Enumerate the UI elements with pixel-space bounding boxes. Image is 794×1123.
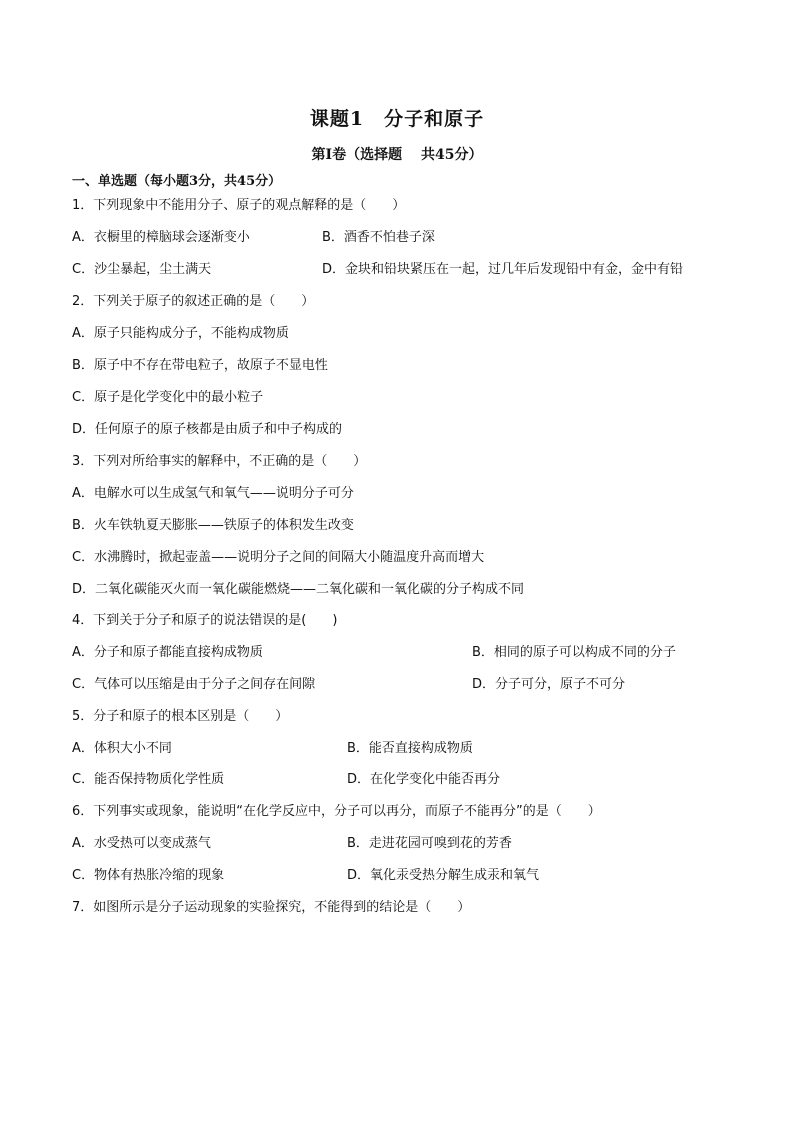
question-6-option-d: D．氧化汞受热分解生成汞和氧气 (347, 868, 540, 883)
question-2-option-a: A．原子只能构成分子，不能构成物质 (72, 326, 289, 341)
section-heading: 一、单选题（每小题3分，共45分） (72, 174, 282, 189)
question-3-option-b: B．火车铁轨夏天膨胀——铁原子的体积发生改变 (72, 518, 354, 533)
question-1-option-c: C．沙尘暴起，尘土满天 (72, 262, 212, 277)
page-title: 课题1 分子和原子 (309, 108, 485, 130)
question-4-option-b: B．相同的原子可以构成不同的分子 (472, 645, 676, 660)
question-6-option-b: B．走进花园可嗅到花的芳香 (347, 836, 512, 851)
question-5-option-c: C．能否保持物质化学性质 (72, 772, 225, 787)
question-4-option-a: A．分子和原子都能直接构成物质 (72, 645, 263, 660)
question-1-option-b: B．酒香不怕巷子深 (322, 230, 435, 245)
question-4-option-c: C．气体可以压缩是由于分子之间存在间隙 (72, 677, 316, 692)
question-7-stem: 7．如图所示是分子运动现象的实验探究，不能得到的结论是（ ） (72, 900, 471, 915)
question-5-stem: 5．分子和原子的根本区别是（ ） (72, 709, 289, 724)
question-2-stem: 2．下列关于原子的叙述正确的是（ ） (72, 294, 315, 309)
question-6-stem: 6．下列事实或现象，能说明“在化学反应中，分子可以再分，而原子不能再分”的是（ ） (72, 804, 601, 819)
question-5-option-a: A．体积大小不同 (72, 741, 172, 756)
question-3-option-a: A．电解水可以生成氢气和氧气——说明分子可分 (72, 486, 354, 501)
question-3-option-d: D．二氧化碳能灭火而一氧化碳能燃烧——二氧化碳和一氧化碳的分子构成不同 (72, 582, 525, 597)
question-6-option-a: A．水受热可以变成蒸气 (72, 836, 211, 851)
question-2-option-d: D．任何原子的原子核都是由质子和中子构成的 (72, 422, 343, 437)
question-2-option-b: B．原子中不存在带电粒子，故原子不显电性 (72, 358, 328, 373)
question-4-stem: 4．下到关于分子和原子的说法错误的是( ) (72, 613, 338, 628)
question-1-stem: 1．下列现象中不能用分子、原子的观点解释的是（ ） (72, 198, 406, 213)
question-3-stem: 3．下列对所给事实的解释中，不正确的是（ ） (72, 454, 367, 469)
question-6-option-c: C．物体有热胀冷缩的现象 (72, 868, 225, 883)
question-1-option-d: D．金块和铅块紧压在一起，过几年后发现铅中有金，金中有铅 (322, 262, 684, 277)
question-5-option-b: B．能否直接构成物质 (347, 741, 473, 756)
question-2-option-c: C．原子是化学变化中的最小粒子 (72, 390, 264, 405)
question-4-option-d: D．分子可分，原子不可分 (472, 677, 626, 692)
question-3-option-c: C．水沸腾时，掀起壶盖——说明分子之间的间隔大小随温度升高而增大 (72, 550, 485, 565)
question-5-option-d: D．在化学变化中能否再分 (347, 772, 501, 787)
question-1-option-a: A．衣橱里的樟脑球会逐渐变小 (72, 230, 250, 245)
paper-subtitle: 第I卷（选择题 共45分） (311, 147, 483, 163)
